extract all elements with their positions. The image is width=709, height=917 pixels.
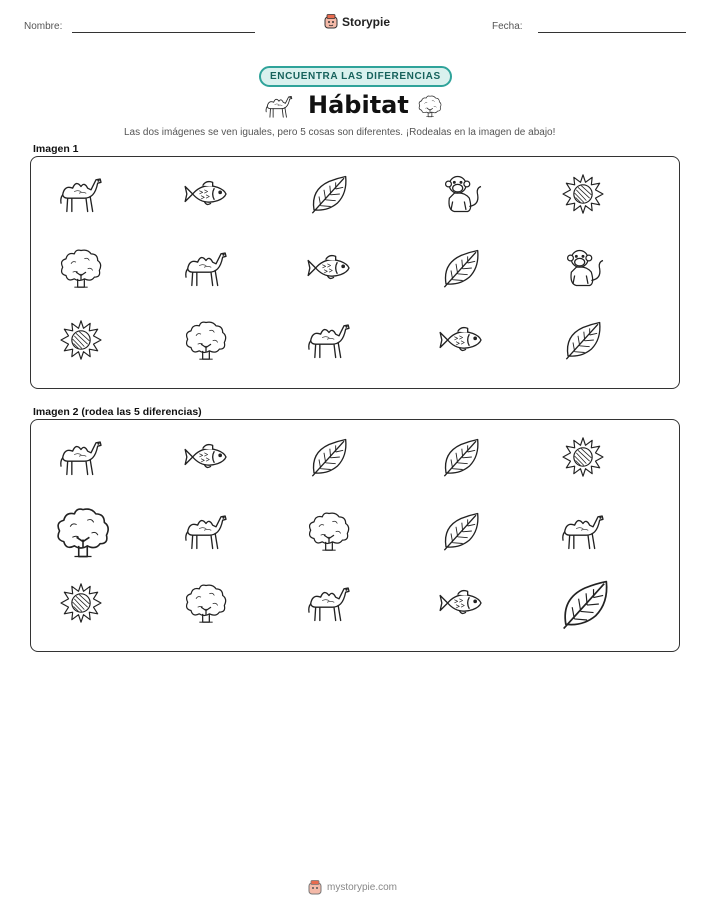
image2-panel	[30, 419, 680, 652]
sun-icon[interactable]	[51, 315, 111, 365]
footer	[308, 880, 397, 895]
title-tree-icon	[416, 91, 444, 126]
fish-icon[interactable]	[176, 169, 236, 219]
instructions-text: Las dos imágenes se ven iguales, pero 5 cosas son diferentes. ¡Rodealas en la imagen de abajo!	[124, 127, 556, 138]
camel-icon[interactable]	[51, 169, 111, 219]
tree-icon-large[interactable]	[51, 500, 115, 564]
date-field[interactable]	[538, 32, 686, 33]
image1-label: Imagen 1	[33, 143, 79, 155]
sun-icon[interactable]	[51, 578, 111, 628]
camel-icon[interactable]	[553, 506, 613, 556]
leaf-icon[interactable]	[553, 315, 613, 365]
leaf-icon[interactable]	[431, 506, 491, 556]
tree-icon[interactable]	[176, 315, 236, 365]
fish-icon[interactable]	[176, 432, 236, 482]
image1-panel	[30, 156, 680, 389]
tree-icon[interactable]	[51, 243, 111, 293]
storypie-mascot-icon	[308, 880, 322, 895]
image2-label: Imagen 2 (rodea las 5 diferencias)	[33, 406, 202, 418]
camel-icon[interactable]	[299, 578, 359, 628]
leaf-icon[interactable]	[431, 243, 491, 293]
leaf-icon[interactable]	[299, 432, 359, 482]
camel-icon[interactable]	[176, 506, 236, 556]
storypie-mascot-icon	[324, 14, 338, 29]
sun-icon[interactable]	[553, 169, 613, 219]
fish-icon[interactable]	[431, 315, 491, 365]
camel-icon[interactable]	[299, 315, 359, 365]
tree-icon[interactable]	[299, 506, 359, 556]
monkey-icon[interactable]	[431, 169, 491, 219]
fish-icon[interactable]	[431, 578, 491, 628]
name-label: Nombre:	[24, 21, 63, 32]
leaf-icon[interactable]	[431, 432, 491, 482]
leaf-icon[interactable]	[299, 169, 359, 219]
activity-badge: ENCUENTRA LAS DIFERENCIAS	[259, 66, 452, 87]
date-label: Fecha:	[492, 21, 523, 32]
fish-icon[interactable]	[299, 243, 359, 293]
brand-logo	[324, 14, 390, 29]
camel-icon[interactable]	[51, 432, 111, 482]
page-title: Hábitat	[308, 91, 409, 119]
tree-icon[interactable]	[176, 578, 236, 628]
sun-icon[interactable]	[553, 432, 613, 482]
brand-name: Storypie	[342, 14, 391, 29]
camel-icon[interactable]	[176, 243, 236, 293]
title-camel-icon	[263, 92, 295, 125]
footer-site: mystorypie.com	[327, 882, 398, 893]
monkey-icon[interactable]	[553, 243, 613, 293]
name-field[interactable]	[72, 32, 255, 33]
leaf-icon-large[interactable]	[553, 572, 617, 636]
